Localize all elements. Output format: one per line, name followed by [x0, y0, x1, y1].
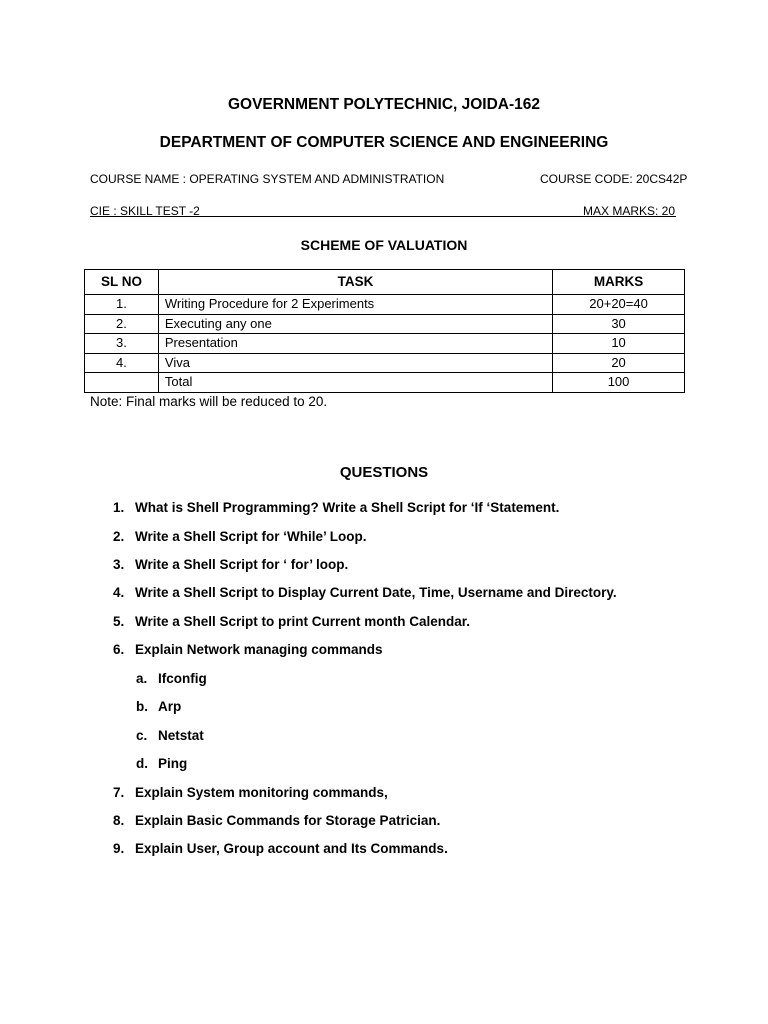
test-name: CIE : SKILL TEST -2	[90, 204, 200, 218]
course-name: COURSE NAME : OPERATING SYSTEM AND ADMINISTRATION	[90, 172, 445, 186]
sub-question-text: Netstat	[158, 728, 204, 743]
question-number: 8.	[113, 813, 125, 828]
max-marks: MAX MARKS: 20	[583, 204, 676, 218]
department-title: DEPARTMENT OF COMPUTER SCIENCE AND ENGINEERING	[159, 134, 609, 151]
question-number: 7.	[113, 785, 125, 800]
question-number: 3.	[113, 557, 125, 572]
course-code: COURSE CODE: 20CS42P	[540, 172, 688, 186]
question-text: Explain Network managing commands	[135, 642, 383, 657]
valuation-title: SCHEME OF VALUATION	[300, 237, 468, 253]
valuation-note: Note: Final marks will be reduced to 20.	[90, 394, 328, 409]
question-text: What is Shell Programming? Write a Shell Script for ‘If ‘Statement.	[135, 500, 560, 515]
cell-sl-no	[85, 373, 159, 393]
cell-task: Total	[158, 373, 552, 393]
question-number: 5.	[113, 614, 125, 629]
table-row	[85, 353, 685, 373]
cell-sl-no: 3.	[85, 334, 159, 354]
institution-title: GOVERNMENT POLYTECHNIC, JOIDA-162	[227, 96, 541, 113]
cell-task: Executing any one	[158, 314, 552, 334]
valuation-table	[84, 269, 685, 393]
cell-marks: 30	[553, 314, 685, 334]
sub-question-text: Ifconfig	[158, 671, 207, 686]
question-number: 2.	[113, 529, 125, 544]
column-header-marks: MARKS	[553, 270, 685, 295]
column-header-sl-no: SL NO	[85, 270, 159, 295]
question-text: Explain User, Group account and Its Commands.	[135, 841, 448, 856]
column-header-task: TASK	[158, 270, 552, 295]
cell-sl-no: 1.	[85, 295, 159, 315]
table-header-row	[85, 270, 685, 295]
sub-question-text: Ping	[158, 756, 188, 771]
question-number: 1.	[113, 500, 125, 515]
sub-question-letter: b.	[136, 699, 148, 714]
question-text: Explain Basic Commands for Storage Patrician.	[135, 813, 441, 828]
cell-task: Presentation	[158, 334, 552, 354]
table-row	[85, 295, 685, 315]
header-divider	[90, 216, 676, 217]
cell-marks: 20	[553, 353, 685, 373]
question-text: Write a Shell Script to Display Current Date, Time, Username and Directory.	[135, 585, 617, 600]
question-number: 4.	[113, 585, 125, 600]
table-row-total	[85, 373, 685, 393]
sub-question-letter: a.	[136, 671, 148, 686]
cell-marks: 10	[553, 334, 685, 354]
question-number: 9.	[113, 841, 125, 856]
cell-marks: 20+20=40	[553, 295, 685, 315]
question-number: 6.	[113, 642, 125, 657]
cell-sl-no: 2.	[85, 314, 159, 334]
cell-marks: 100	[553, 373, 685, 393]
cell-task: Writing Procedure for 2 Experiments	[158, 295, 552, 315]
sub-question-text: Arp	[158, 699, 182, 714]
cell-sl-no: 4.	[85, 353, 159, 373]
questions-title: QUESTIONS	[339, 464, 429, 481]
sub-question-letter: d.	[136, 756, 148, 771]
cell-task: Viva	[158, 353, 552, 373]
question-text: Explain System monitoring commands,	[135, 785, 388, 800]
sub-question-letter: c.	[136, 728, 148, 743]
question-text: Write a Shell Script for ‘While’ Loop.	[135, 529, 367, 544]
table-row	[85, 314, 685, 334]
question-text: Write a Shell Script to print Current month Calendar.	[135, 614, 471, 629]
table-row	[85, 334, 685, 354]
question-text: Write a Shell Script for ‘ for’ loop.	[135, 557, 349, 572]
